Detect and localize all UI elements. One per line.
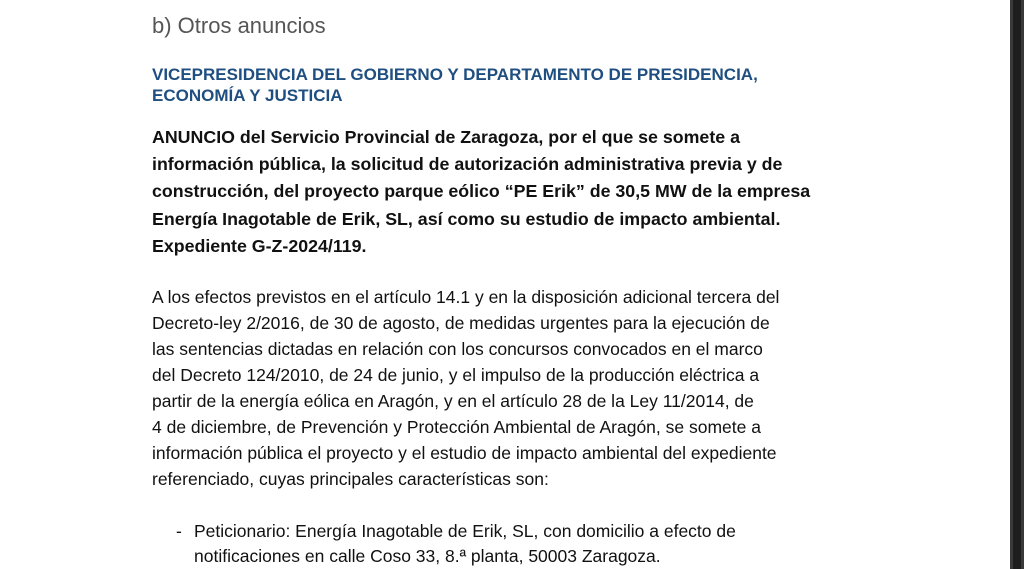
list-item-text <box>194 519 736 568</box>
body-paragraph <box>152 284 779 492</box>
announcement-line: Energía Inagotable de Erik, SL, así como su estudio de impacto ambiental. <box>152 208 781 229</box>
body-line: A los efectos previstos en el artículo 14.1 y en la disposición adicional tercera del <box>152 287 780 307</box>
announcement-line: construcción, del proyecto parque eólico “PE Erik” de 30,5 MW de la empresa <box>152 181 811 202</box>
list-item-line: Peticionario: Energía Inagotable de Erik, SL, con domicilio a efecto de <box>194 521 736 541</box>
list-item <box>152 519 736 568</box>
body-line: del Decreto 124/2010, de 24 de junio, y el impulso de la producción eléctrica a <box>152 365 760 385</box>
body-line: información pública el proyecto y el estudio de impacto ambiental del expediente <box>152 443 777 463</box>
body-line: 4 de diciembre, de Prevención y Protección Ambiental de Aragón, se somete a <box>152 417 761 437</box>
announcement-line: ANUNCIO del Servicio Provincial de Zaragoza, por el que se somete a <box>152 127 740 147</box>
scrollbar-thumb[interactable] <box>1013 0 1021 569</box>
list-item-line: notificaciones en calle Coso 33, 8.ª planta, 50003 Zaragoza. <box>194 545 661 566</box>
department-heading <box>152 64 758 106</box>
announcement-line: Expediente G-Z-2024/119. <box>152 235 367 256</box>
body-line: partir de la energía eólica en Aragón, y en el artículo 28 de la Ley 11/2014, de <box>152 391 754 411</box>
announcement-line: información pública, la solicitud de autorización administrativa previa y de <box>152 154 783 175</box>
announcement-title <box>152 124 810 260</box>
department-heading-line: VICEPRESIDENCIA DEL GOBIERNO Y DEPARTAMENTO DE PRESIDENCIA, <box>152 65 758 84</box>
list-bullet: - <box>176 521 182 541</box>
body-line: referenciado, cuyas principales características son: <box>152 469 549 489</box>
body-line: Decreto-ley 2/2016, de 30 de agosto, de medidas urgentes para la ejecución de <box>152 313 770 333</box>
section-title: b) Otros anuncios <box>152 13 326 38</box>
department-heading-line: ECONOMÍA Y JUSTICIA <box>152 86 343 105</box>
body-line: las sentencias dictadas en relación con los concursos convocados en el marco <box>152 339 763 359</box>
characteristics-list <box>152 519 736 568</box>
vertical-scrollbar[interactable] <box>1010 0 1024 569</box>
